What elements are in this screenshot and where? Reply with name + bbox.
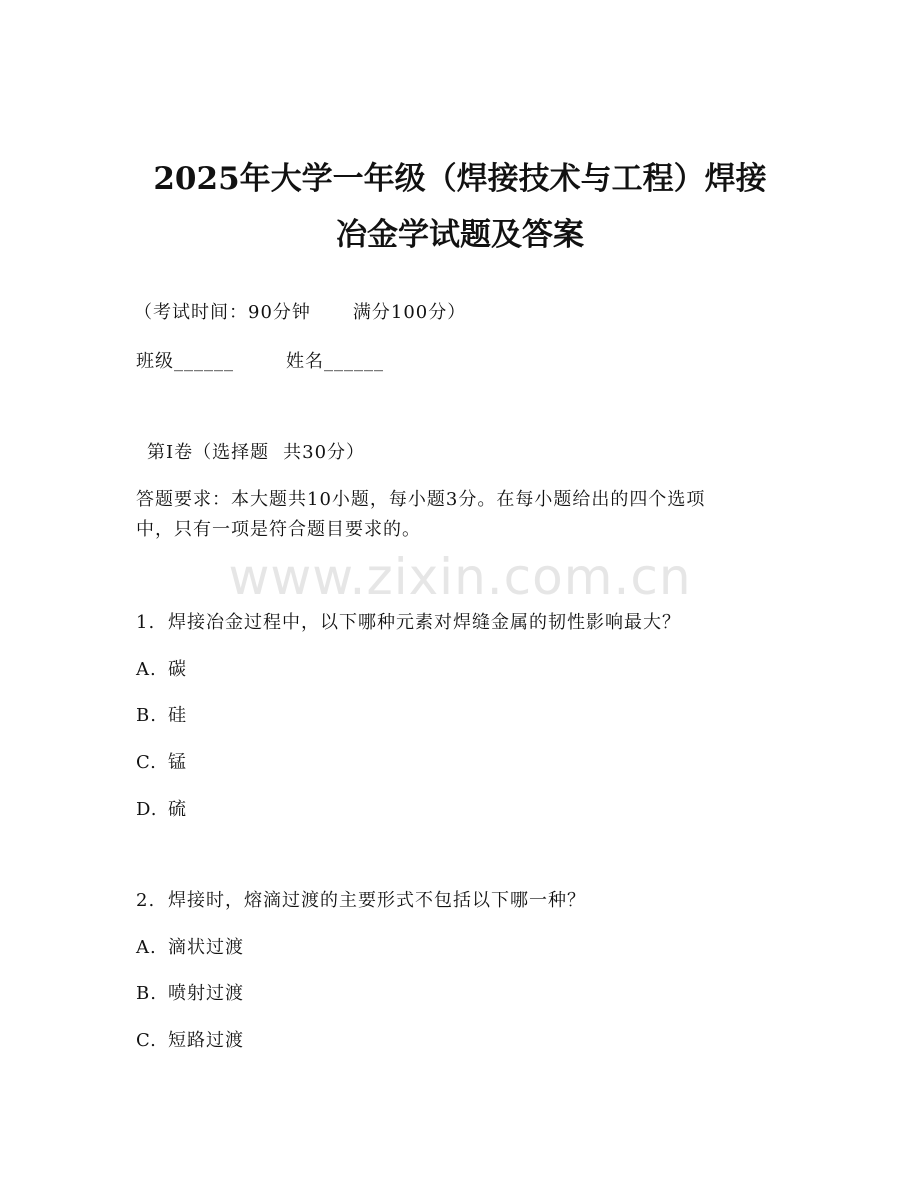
section-heading bbox=[147, 441, 365, 465]
title-line-1: 2025年大学一年级（焊接技术与工程）焊接 bbox=[153, 161, 767, 197]
exam-time: （考试时间：90分钟 bbox=[134, 302, 311, 323]
student-info bbox=[136, 350, 384, 374]
option-text: 硫 bbox=[168, 799, 187, 820]
question-number: 1. bbox=[136, 612, 156, 633]
question-2-option-a bbox=[136, 936, 244, 960]
question-1-option-b bbox=[136, 704, 187, 728]
question-1 bbox=[136, 611, 681, 635]
section-total: 共30分） bbox=[283, 442, 366, 463]
option-label: A. bbox=[136, 659, 157, 680]
title-line-2: 冶金学试题及答案 bbox=[336, 217, 584, 253]
class-field: 班级______ bbox=[136, 351, 234, 372]
option-label: B. bbox=[136, 983, 157, 1004]
question-1-option-c bbox=[136, 751, 187, 775]
option-label: C. bbox=[136, 752, 157, 773]
option-text: 喷射过渡 bbox=[168, 983, 244, 1004]
document-title bbox=[0, 151, 920, 263]
section-title: 第Ⅰ卷（选择题 bbox=[147, 442, 270, 463]
question-1-option-a bbox=[136, 658, 187, 682]
option-text: 短路过渡 bbox=[168, 1030, 244, 1051]
option-text: 滴状过渡 bbox=[168, 937, 244, 958]
question-1-option-d bbox=[136, 798, 187, 822]
question-text: 焊接冶金过程中，以下哪种元素对焊缝金属的韧性影响最大？ bbox=[168, 612, 681, 633]
question-2-option-c bbox=[136, 1029, 244, 1053]
name-field: 姓名______ bbox=[286, 351, 384, 372]
instructions-line-2: 中，只有一项是符合题目要求的。 bbox=[136, 519, 421, 540]
option-text: 锰 bbox=[168, 752, 187, 773]
exam-full-score: 满分100分） bbox=[352, 302, 467, 323]
option-text: 硅 bbox=[168, 705, 187, 726]
question-number: 2. bbox=[136, 890, 156, 911]
question-2-option-b bbox=[136, 982, 244, 1006]
instructions-line-1: 答题要求：本大题共10小题，每小题3分。在每小题给出的四个选项 bbox=[136, 489, 706, 510]
option-label: A. bbox=[136, 937, 157, 958]
watermark: www.zixin.com.cn bbox=[228, 548, 692, 606]
question-2 bbox=[136, 889, 586, 913]
option-label: C. bbox=[136, 1030, 157, 1051]
option-text: 碳 bbox=[168, 659, 187, 680]
option-label: D. bbox=[136, 799, 158, 820]
exam-info bbox=[134, 301, 466, 325]
question-text: 焊接时，熔滴过渡的主要形式不包括以下哪一种？ bbox=[168, 890, 586, 911]
option-label: B. bbox=[136, 705, 157, 726]
